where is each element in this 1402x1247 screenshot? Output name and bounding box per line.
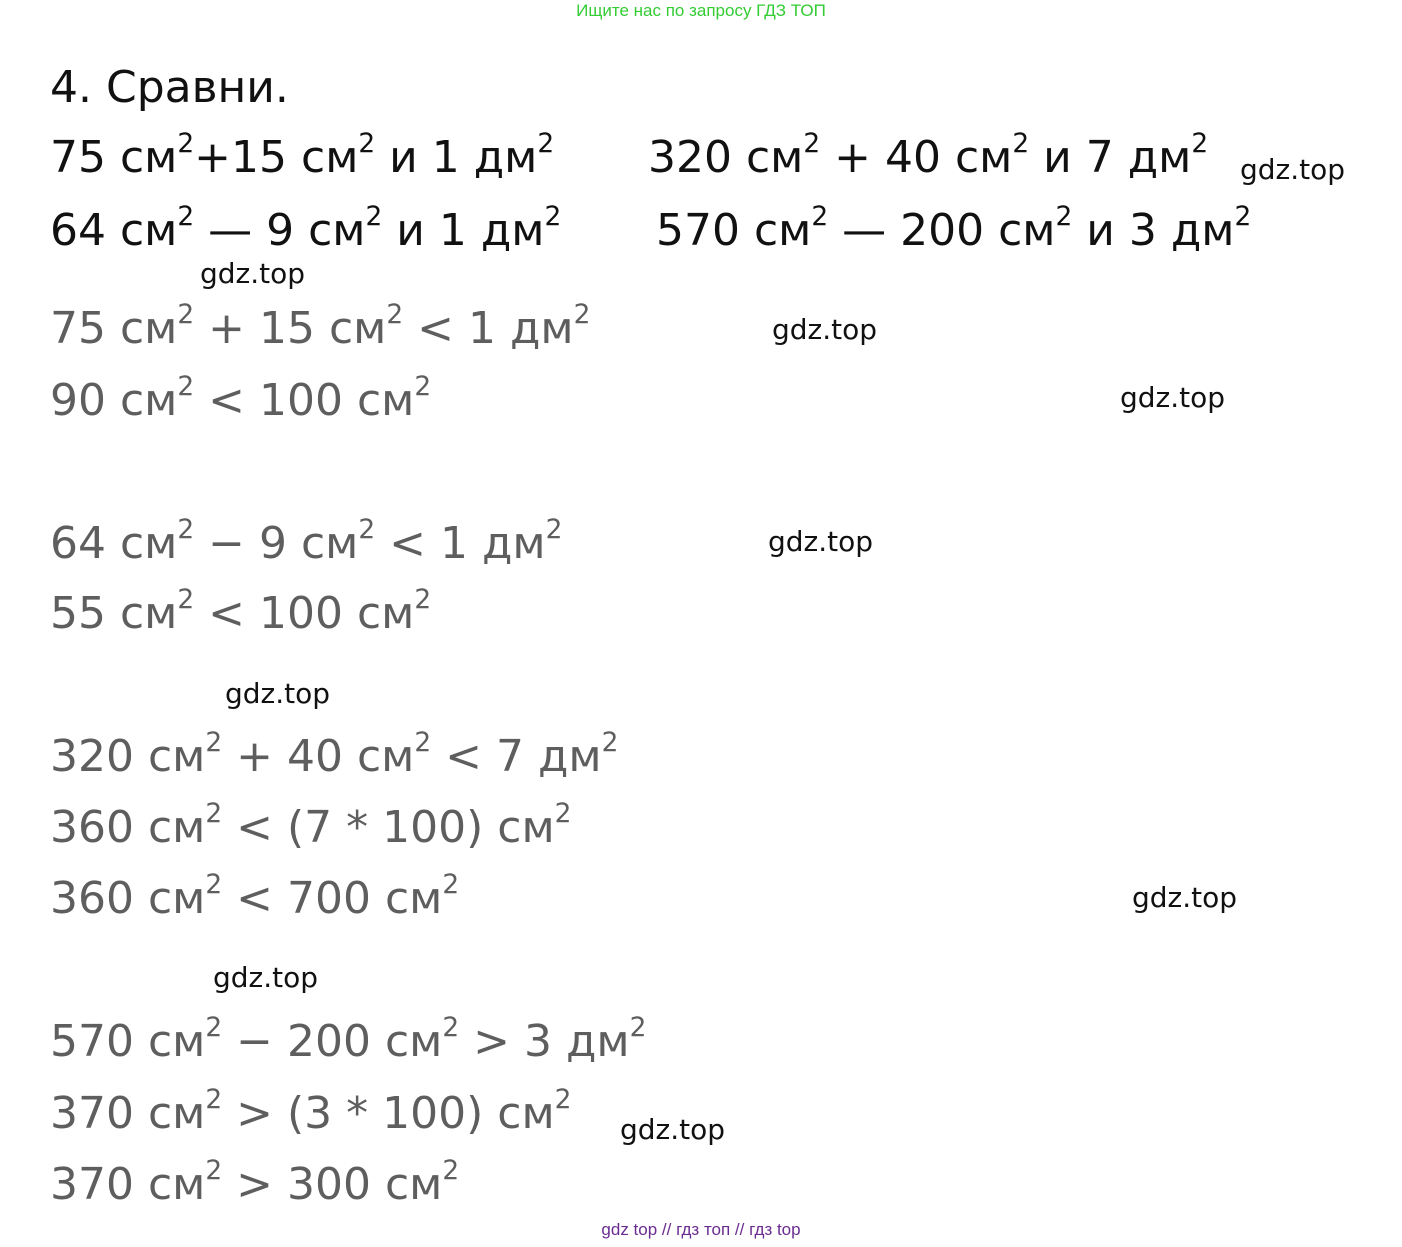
watermark: gdz.top [225, 677, 331, 710]
answer-4-line-1: 570 $см^2 - 200$ $см^2 > 3$ $дм^2$ [50, 1012, 647, 1067]
footer-links: gdz top // гдз топ // гдз top [601, 1220, 801, 1239]
answer-3-line-2: 360 $см^2 < (7 * 100)$ $см^2$ [50, 798, 572, 853]
exercise-heading: 4. Сравни. [50, 62, 289, 113]
watermark: gdz.top [1120, 381, 1226, 414]
task-4: 570 $см^2$ — 200 $см^2$ и 3 $дм^2$ [656, 201, 1252, 256]
task-2: 320 $см^2 + 40$ $см^2$ и 7 $дм^2$ [648, 128, 1209, 183]
answer-4-line-3: 370 $см^2 > 300$ $см^2$ [50, 1155, 460, 1210]
answer-2-line-2: 55 $см^2 < 100$ $см^2$ [50, 584, 432, 639]
task-1: 75 $см^2+15$ $см^2$ и 1 $дм^2$ [50, 128, 555, 183]
answer-1-line-1: 75 $см^2 + 15$ $см^2 < 1$ $дм^2$ [50, 299, 591, 354]
watermark: gdz.top [200, 257, 306, 290]
answer-1-line-2: 90 $см^2 < 100$ $см^2$ [50, 371, 432, 426]
watermark: gdz.top [772, 313, 878, 346]
answer-4-line-2: 370 $см^2 > (3 * 100)$ $см^2$ [50, 1084, 572, 1139]
watermark: gdz.top [1240, 153, 1346, 186]
answer-3-line-3: 360 $см^2 < 700$ $см^2$ [50, 869, 460, 924]
task-3: 64 $см^2$ — 9 $см^2$ и 1 $дм^2$ [50, 201, 562, 256]
watermark: gdz.top [768, 525, 874, 558]
answer-2-line-1: 64 $см^2 - 9$ $см^2 < 1$ $дм^2$ [50, 514, 563, 569]
top-banner: Ищите нас по запросу ГДЗ ТОП [576, 1, 826, 20]
answer-3-line-1: 320 $см^2 + 40$ $см^2 < 7$ $дм^2$ [50, 727, 619, 782]
watermark: gdz.top [213, 961, 319, 994]
watermark: gdz.top [1132, 881, 1238, 914]
watermark: gdz.top [620, 1113, 726, 1146]
